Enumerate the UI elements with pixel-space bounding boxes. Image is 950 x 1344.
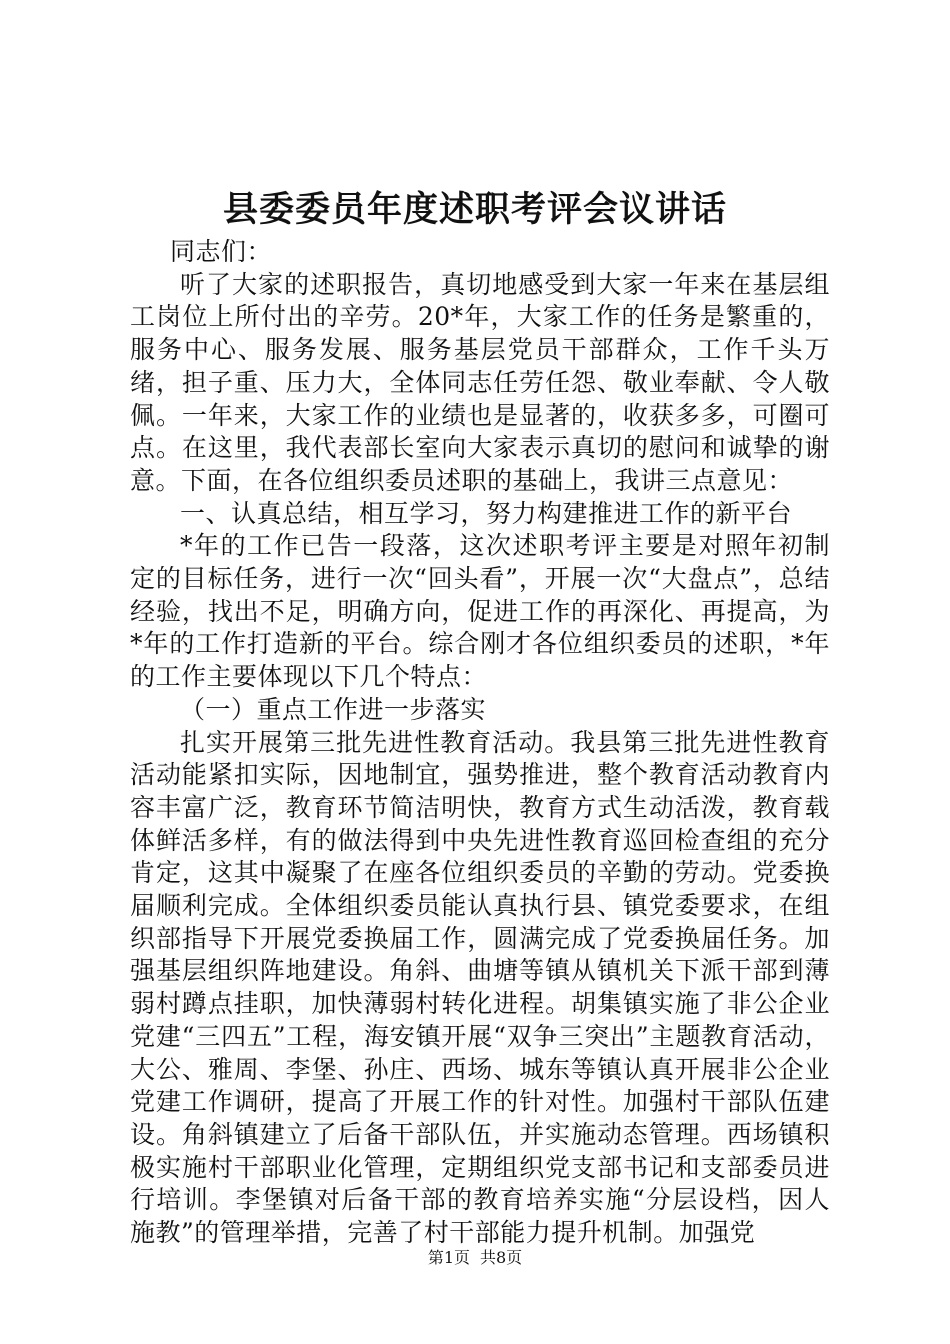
- document-body: [130, 236, 830, 1250]
- document-title: 县委委员年度述职考评会议讲话: [222, 189, 727, 230]
- salutation: 同志们：: [170, 237, 273, 266]
- paragraph-summary: *年的工作已告一段落，这次述职考评主要是对照年初制定的目标任务，进行一次“回头看”，开展一次“大盘点”，总结经验，找出不足，明确方向，促进工作的再深化、再提高，为*年的工作打造新的平台。综合刚才各位组织委员的述职，*年的工作主要体现以下几个特点：: [130, 531, 830, 692]
- page-total: 共8页: [480, 1248, 523, 1267]
- page-footer: [0, 1245, 950, 1268]
- subsection-heading-1: （一）重点工作进一步落实: [180, 694, 487, 724]
- section-heading-1: 一、认真总结，相互学习，努力构建推进工作的新平台: [180, 498, 793, 528]
- page-number: 第1页: [427, 1248, 470, 1267]
- paragraph-key-work: 扎实开展第三批先进性教育活动。我县第三批先进性教育活动能紧扣实际，因地制宜，强势推进，整个教育活动教育内容丰富广泛，教育环节简洁明快，教育方式生动活泼，教育载体鲜活多样，有的做法得到中央先进性教育巡回检查组的充分肯定，这其中凝聚了在座各位组织委员的辛勤的劳动。党委换届顺利完成。全体组织委员能认真执行县、镇党委要求，在组织部指导下开展党委换届工作，圆满完成了党委换届任务。加强基层组织阵地建设。角斜、曲塘等镇从镇机关下派干部到薄弱村蹲点挂职，加快薄弱村转化进程。胡集镇实施了非公企业党建“三四五”工程，海安镇开展“双争三突出”主题教育活动，大公、雅周、李堡、孙庄、西场、城东等镇认真开展非公企业党建工作调研，提高了开展工作的针对性。加强村干部队伍建设。角斜镇建立了后备干部队伍，并实施动态管理。西场镇积极实施村干部职业化管理，定期组织党支部书记和支部委员进行培训。李堡镇对后备干部的教育培养实施“分层设档，因人施教”的管理举措，完善了村干部能力提升机制。加强党: [130, 727, 830, 1248]
- paragraph-intro: 听了大家的述职报告，真切地感受到大家一年来在基层组工岗位上所付出的辛劳。20*年，大家工作的任务是繁重的，服务中心、服务发展、服务基层党员干部群众，工作千头万绪，担子重、压力大，全体同志任劳任怨、敬业奉献、令人敬佩。一年来，大家工作的业绩也是显著的，收获多多，可圈可点。在这里，我代表部长室向大家表示真切的慰问和诚挚的谢意。下面，在各位组织委员述职的基础上，我讲三点意见：: [130, 269, 830, 495]
